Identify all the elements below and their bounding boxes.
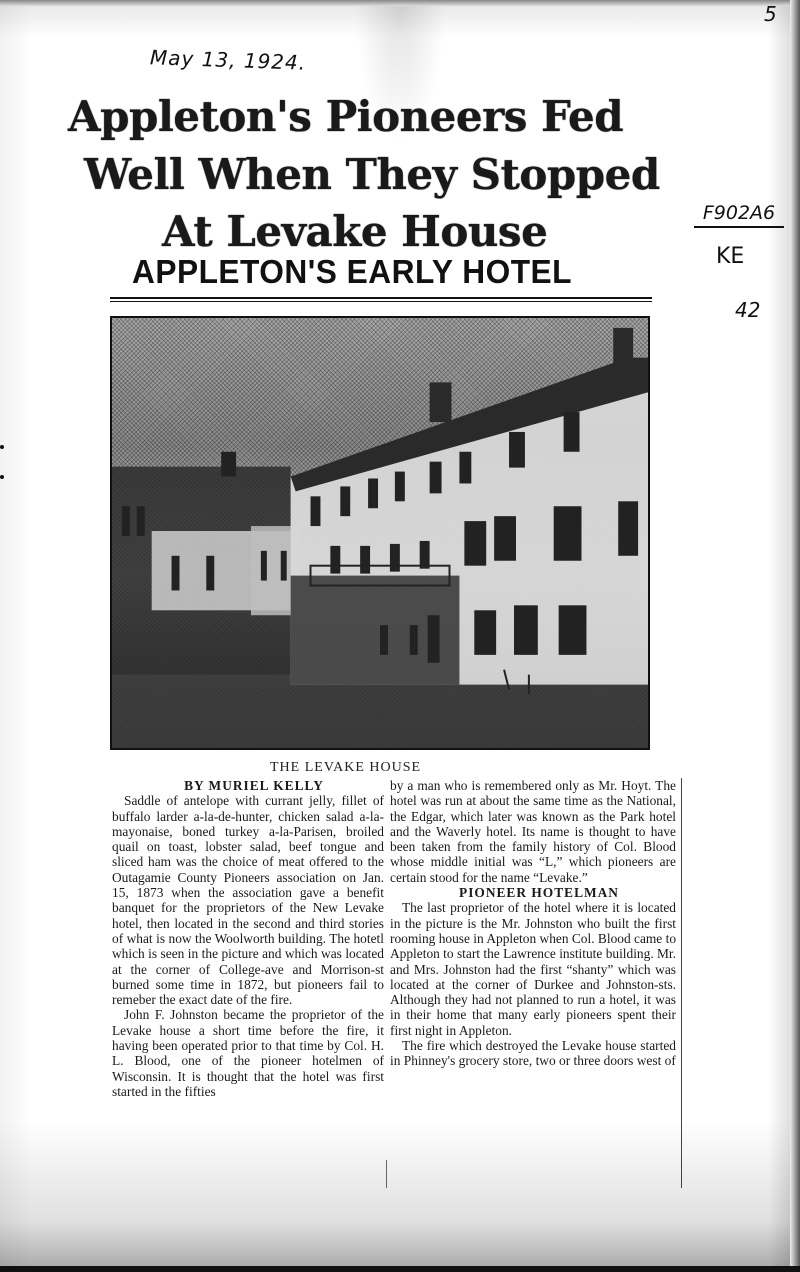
page-bottom-edge (0, 1266, 800, 1272)
article-paragraph: Saddle of antelope with currant jelly, fillet of buffalo larder a-la-de-hunter, chicken salad a-la-mayonaise, boned turkey a-la-Parisen, broiled quail on toast, lobster salad, beef tongue and sliced ham was the choice of meat offered to the Outagamie County Pioneers association on Jan. 15, 1873 when the association gave a benefit banquet for the proprietors of the New Levake hotel, then located in the second and third stories of what is now the Woolworth building. The hotetl which is seen in the picture and which was located at the corner of College-ave and Morrison-st burned some time in 1872, but pioneers fail to remeber the exact date of the fire. (112, 793, 384, 1008)
page-right-edge (790, 0, 800, 1272)
divider-rule (110, 301, 652, 302)
headline-line-1: Appleton's Pioneers Fed (68, 92, 624, 141)
byline: BY MURIEL KELLY (184, 778, 324, 793)
divider-rule (110, 297, 652, 299)
handwritten-catalog-code: F902A6 (694, 202, 784, 228)
article-paragraph: John F. Johnston became the proprietor of the Levake house a short time before the fire, it having been operated prior to that time by Col. H. L. Blood, one of the pioneer hotelmen of Wisconsin. It is thought that the hotel was first started in the fifties (112, 1007, 384, 1099)
column-separator (386, 1160, 387, 1188)
building-illustration (112, 318, 648, 748)
page-top-edge (0, 0, 800, 6)
article-paragraph: The fire which destroyed the Levake house started in Phinney's grocery store, two or three doors west of (390, 1038, 676, 1069)
scan-mark (0, 445, 4, 449)
article-column-right (390, 778, 676, 1069)
section-subheading: PIONEER HOTELMAN (459, 885, 619, 901)
article-paragraph: by a man who is remembered only as Mr. Hoyt. The hotel was run at about the same time as the National, the Edgar, which later was known as the Park hotel and the Waverly hotel. Its name is thought to have been taken from the family history of Col. Blood whose middle initial was “L,” which pioneers are certain stood for the name “Levake.” (390, 778, 676, 885)
headline-line-3: At Levake House (162, 207, 548, 256)
handwritten-page-number: 5 (764, 2, 777, 26)
article-paragraph: The last proprietor of the hotel where it is located in the picture is the Mr. Johnston who built the first rooming house in Appleton when Col. Blood came to Appleton to start the Lawrence institute building. Mr. and Mrs. Johnston had the first “shanty” which was located at the corner of Durkee and Johnston-sts. Although they had not planned to run a hotel, it was in their home that many early pioneers spent their first night in Appleton. (390, 900, 677, 1038)
article-column-left (112, 778, 384, 1099)
headline-line-2: Well When They Stopped (84, 150, 660, 199)
handwritten-date: May 13, 1924. (149, 45, 307, 75)
photo-caption: THE LEVAKE HOUSE (270, 760, 422, 775)
hotel-photograph (110, 316, 650, 750)
handwritten-initials: KE (716, 244, 745, 269)
handwritten-item-number: 42 (735, 298, 761, 322)
subheadline: APPLETON'S EARLY HOTEL (132, 253, 572, 290)
scan-mark (0, 475, 4, 479)
column-rule (681, 778, 682, 1188)
